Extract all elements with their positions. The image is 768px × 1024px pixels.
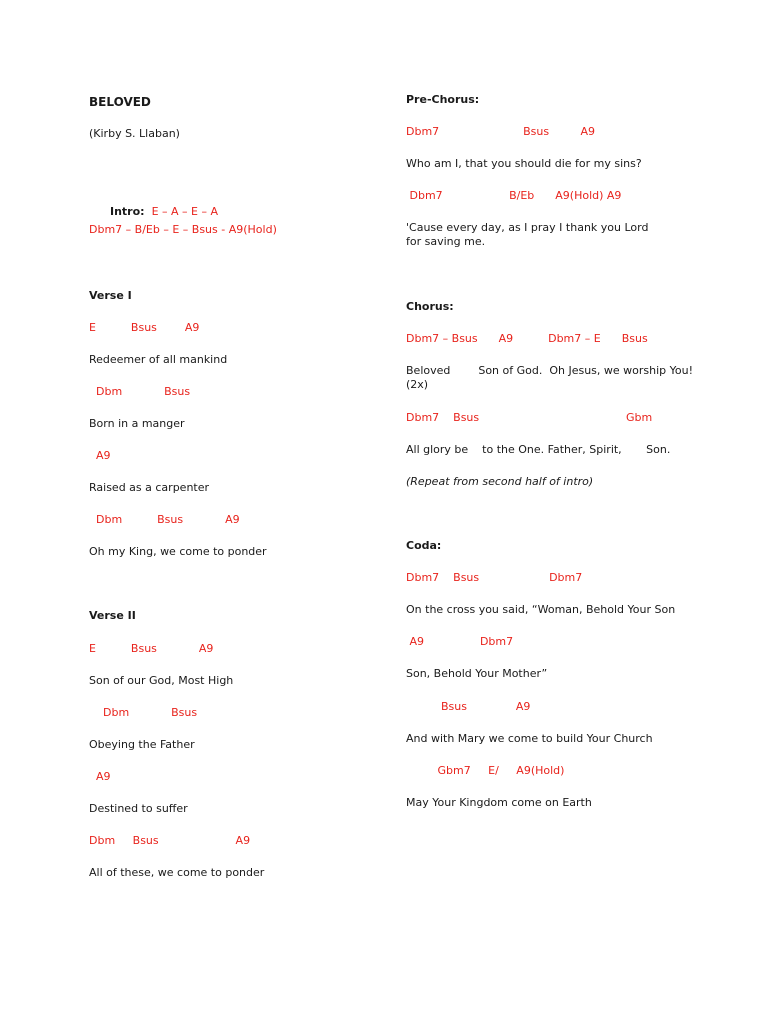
chorus-chord-line: Dbm7 Bsus Gbm [406,411,653,424]
prechorus-lyric-line: Who am I, that you should die for my sins? [406,157,642,170]
verse2-lyric-line: All of these, we come to ponder [89,866,265,879]
prechorus-lyric-line: 'Cause every day, as I pray I thank you Lord for saving me. [406,221,649,248]
verse2-lyric-line: Obeying the Father [89,738,195,751]
intro-chords-1: E – A – E – A [151,205,218,218]
verse1-lyric-line: Redeemer of all mankind [89,353,228,366]
verse2-lyric-line: Son of our God, Most High [89,674,234,687]
verse2-lyric-line: Destined to suffer [89,802,188,815]
verse1-chord-line: A9 [89,449,111,462]
verse2-chord-line: A9 [89,770,111,783]
verse1-heading: Verse I [89,289,132,302]
coda-lyric-line: On the cross you said, “Woman, Behold Your Son [406,603,676,616]
verse2-chord-line: E Bsus A9 [89,642,214,655]
coda-chord-line: Gbm7 E/ A9(Hold) [406,764,565,777]
verse2-chord-line: Dbm Bsus [89,706,198,719]
chorus-repeat-note: (Repeat from second half of intro) [406,475,594,488]
chorus-heading: Chorus: [406,300,454,313]
song-author: (Kirby S. Llaban) [89,127,180,140]
prechorus-chord-line: Dbm7 B/Eb A9(Hold) A9 [406,189,622,202]
prechorus-heading: Pre-Chorus: [406,93,480,106]
verse1-chord-line: Dbm Bsus [89,385,191,398]
verse2-heading: Verse II [89,609,136,622]
verse1-lyric-line: Raised as a carpenter [89,481,210,494]
coda-chord-line: Bsus A9 [406,700,531,713]
prechorus-chord-line: Dbm7 Bsus A9 [406,125,596,138]
verse1-lyric-line: Oh my King, we come to ponder [89,545,267,558]
chorus-lyric-line: All glory be to the One. Father, Spirit, Son. [406,443,671,456]
verse1-chord-line: Dbm Bsus A9 [89,513,240,526]
coda-chord-line: A9 Dbm7 [406,635,514,648]
song-title: BELOVED [89,95,151,109]
coda-lyric-line: May Your Kingdom come on Earth [406,796,592,809]
coda-heading: Coda: [406,539,442,552]
intro-label: Intro: [109,205,145,218]
coda-chord-line: Dbm7 Bsus Dbm7 [406,571,583,584]
chorus-chord-line: Dbm7 – Bsus A9 Dbm7 – E Bsus [406,332,648,345]
coda-lyric-line: And with Mary we come to build Your Church [406,732,653,745]
chorus-lyric-line: Beloved Son of God. Oh Jesus, we worship You! (2x) [406,364,697,391]
verse2-chord-line: Dbm Bsus A9 [89,834,251,847]
verse1-lyric-line: Born in a manger [89,417,185,430]
verse1-chord-line: E Bsus A9 [89,321,200,334]
intro-chords-2: Dbm7 – B/Eb – E – Bsus - A9(Hold) [89,223,277,236]
coda-lyric-line: Son, Behold Your Mother” [406,667,548,680]
